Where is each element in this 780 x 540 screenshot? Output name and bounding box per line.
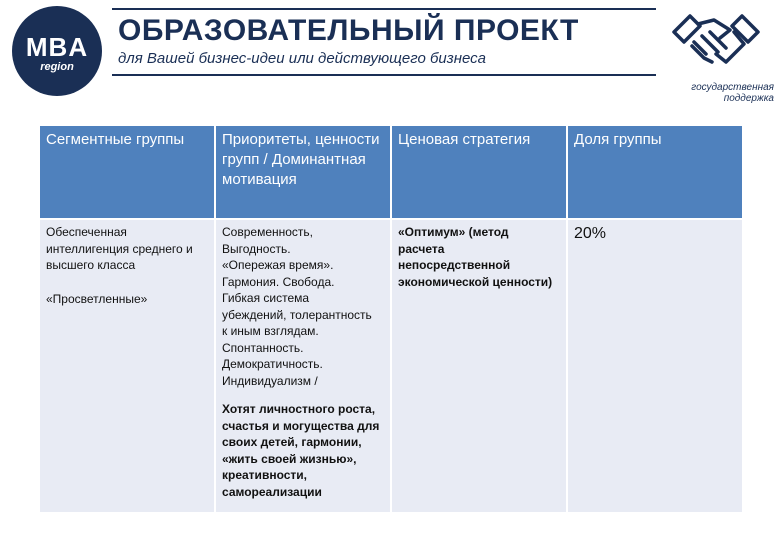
header-segment-groups: Сегментные группы: [40, 126, 215, 219]
table-row: [40, 219, 742, 512]
table-header-row: [40, 126, 742, 219]
handshake-icon: [664, 2, 768, 82]
priority-line: к иным взглядам.: [222, 324, 319, 338]
gov-support-caption: [654, 82, 774, 104]
segment-line: Обеспеченная: [46, 225, 127, 239]
priority-line: Современность,: [222, 225, 313, 239]
group-share-value: 20%: [574, 225, 607, 242]
priority-line: Индивидуализм /: [222, 373, 318, 388]
header-group-share: Доля группы: [567, 126, 742, 219]
header-priorities: Приоритеты, ценности групп / Доминантная мотивация: [215, 126, 391, 219]
price-line: «Оптимум» (метод: [398, 225, 509, 239]
logo-main-text: MBA: [25, 32, 89, 62]
gov-caption-line: поддержка: [723, 93, 774, 104]
title-bottom-rule: [112, 74, 656, 76]
segments-table: [40, 126, 742, 512]
motivation-line: самореализации: [222, 484, 322, 499]
page-header: [0, 0, 780, 112]
logo-sub-text: region: [40, 61, 74, 73]
cell-price-strategy: [391, 219, 567, 512]
segment-line: высшего класса: [46, 258, 136, 272]
motivation-line: Хотят личностного роста,: [222, 402, 376, 416]
priority-line: убеждений, толерантность: [222, 307, 372, 322]
priority-line: Демократичность.: [222, 357, 323, 371]
motivation-line: «жить своей жизнью»,: [222, 451, 357, 466]
cell-priorities: [215, 219, 391, 512]
mba-region-logo: [12, 6, 102, 96]
segment-line: интеллигенция среднего и: [46, 241, 193, 256]
price-line: непосредственной: [398, 258, 511, 272]
priority-line: «Опережая время».: [222, 258, 334, 272]
cell-group-share: [567, 219, 742, 512]
header-price-strategy: Ценовая стратегия: [391, 126, 567, 219]
segment-name: «Просветленные»: [46, 291, 148, 306]
spacer: [46, 274, 208, 291]
price-line: экономической ценности): [398, 274, 553, 289]
title-top-rule: [112, 8, 656, 10]
priority-line: Выгодность.: [222, 241, 291, 256]
page-title: ОБРАЗОВАТЕЛЬНЫЙ ПРОЕКТ: [118, 14, 579, 47]
motivation-line: своих детей, гармонии,: [222, 435, 362, 449]
priority-line: Гармония. Свобода.: [222, 274, 335, 289]
price-line: расчета: [398, 241, 445, 256]
priority-line: Спонтанность.: [222, 340, 304, 355]
motivation-line: счастья и могущества для: [222, 418, 380, 433]
spacer: [222, 389, 384, 401]
priority-line: Гибкая система: [222, 291, 310, 305]
page-subtitle: для Вашей бизнес-идеи или действующего бизнеса: [118, 50, 487, 67]
gov-caption-line: государственная: [691, 82, 774, 93]
motivation-line: креативности,: [222, 468, 307, 482]
cell-segment: [40, 219, 215, 512]
